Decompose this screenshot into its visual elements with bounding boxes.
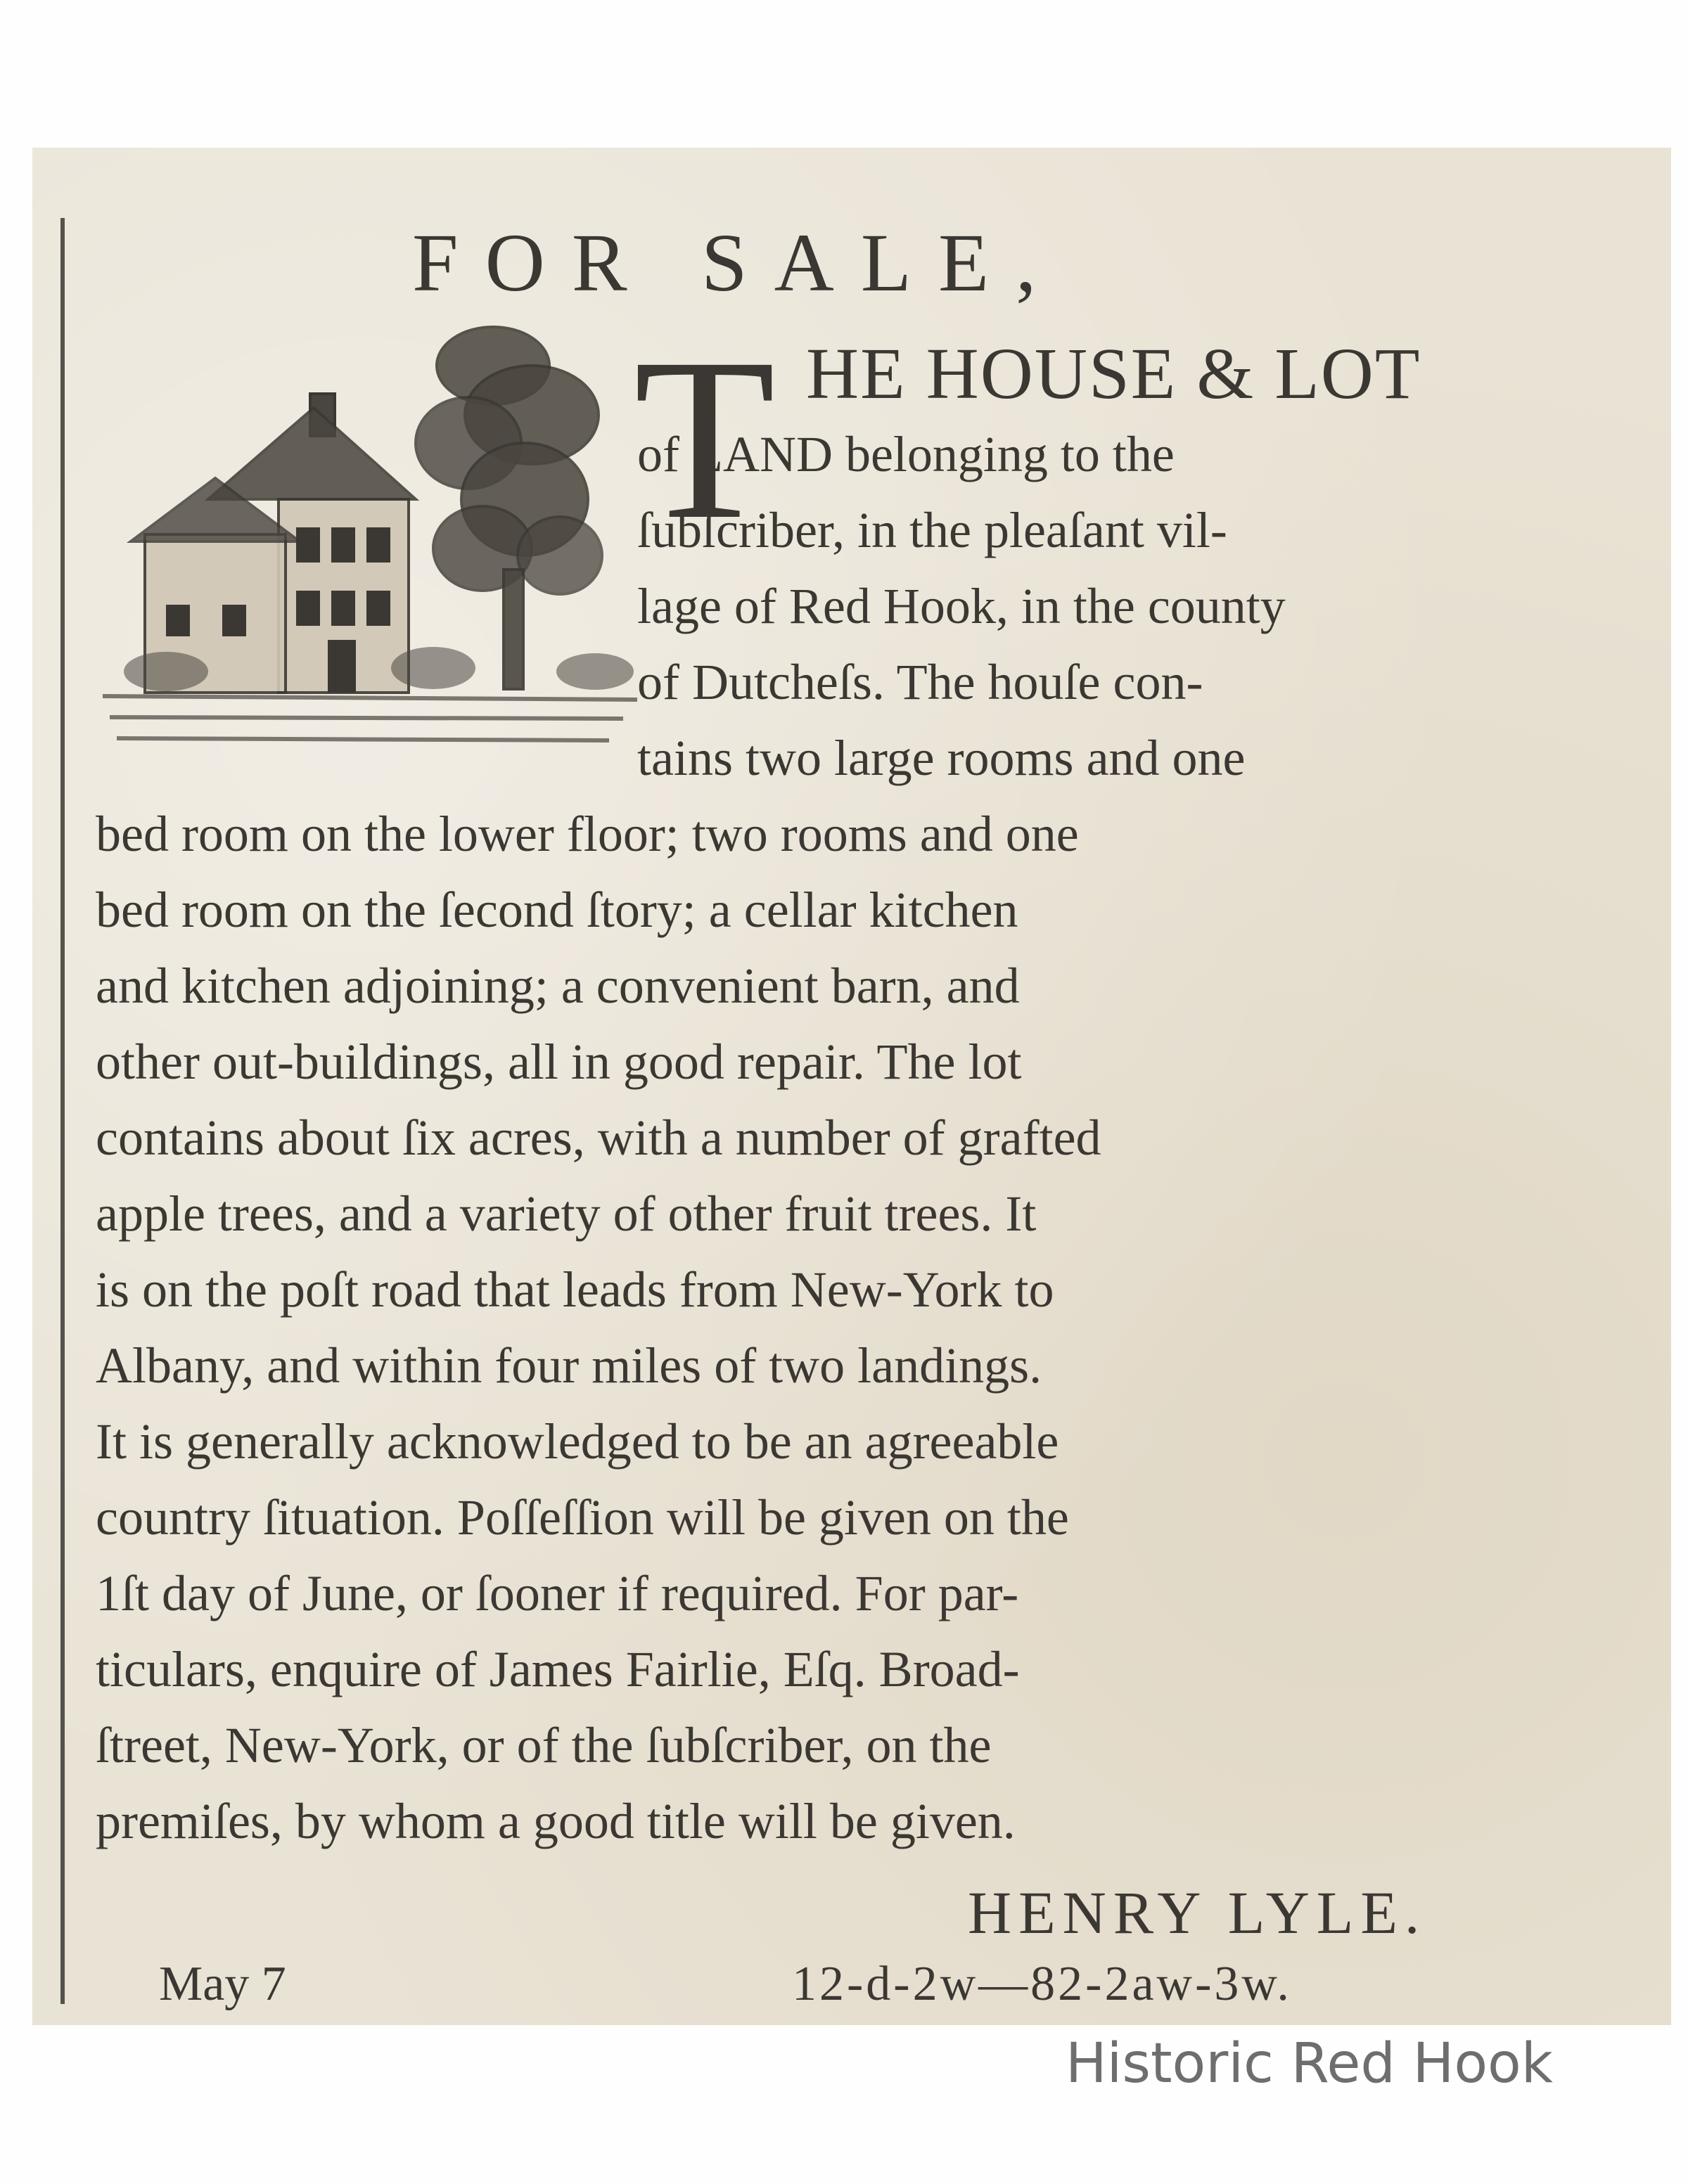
body-line: ſtreet, New-York, or of the ſubſcriber, on the <box>96 1717 992 1773</box>
body-line: other out-buildings, all in good repair. The lot <box>96 1034 1022 1090</box>
body-line: bed room on the lower floor; two rooms and one <box>96 806 1079 862</box>
body-line: is on the poſt road that leads from New-York to <box>96 1261 1054 1318</box>
body-line: of LAND belonging to the <box>637 426 1175 482</box>
body-line: ticulars, enquire of James Fairlie, Eſq. Broad- <box>96 1641 1020 1697</box>
body-line: of Dutcheſs. The houſe con- <box>637 654 1203 710</box>
ad-run-code: 12-d-2w—82-2aw-3w. <box>792 1957 1292 2011</box>
body-line: country ſituation. Poſſeſſion will be given on the <box>96 1489 1069 1546</box>
signature: HENRY LYLE. <box>968 1879 1427 1946</box>
body-line: ſubſcriber, in the pleaſant vil- <box>637 502 1227 558</box>
body-line: and kitchen adjoining; a convenient barn, and <box>96 958 1020 1014</box>
credit-watermark: Historic Red Hook <box>1066 2032 1553 2095</box>
body-line: premiſes, by whom a good title will be given. <box>96 1793 1016 1849</box>
body-line: tains two large rooms and one <box>637 730 1246 786</box>
headline: FOR SALE, <box>412 217 1063 309</box>
ad-date: May 7 <box>159 1957 286 2011</box>
house-woodcut-icon <box>103 316 637 781</box>
drop-cap: T <box>634 311 776 567</box>
body-line: 1ſt day of June, or ſooner if required. For par- <box>96 1565 1019 1621</box>
body-line: contains about ſix acres, with a number of grafted <box>96 1110 1101 1166</box>
body-line: It is generally acknowledged to be an agreeable <box>96 1413 1059 1470</box>
body-line: lage of Red Hook, in the county <box>637 578 1286 634</box>
body-line: apple trees, and a variety of other fruit trees. It <box>96 1186 1037 1242</box>
body-line: bed room on the ſecond ſtory; a cellar kitchen <box>96 882 1018 938</box>
subhead: HE HOUSE & LOT <box>806 333 1421 414</box>
body-line: Albany, and within four miles of two landings. <box>96 1337 1042 1394</box>
newspaper-clipping <box>32 148 1671 2025</box>
column-rule <box>60 218 65 2004</box>
